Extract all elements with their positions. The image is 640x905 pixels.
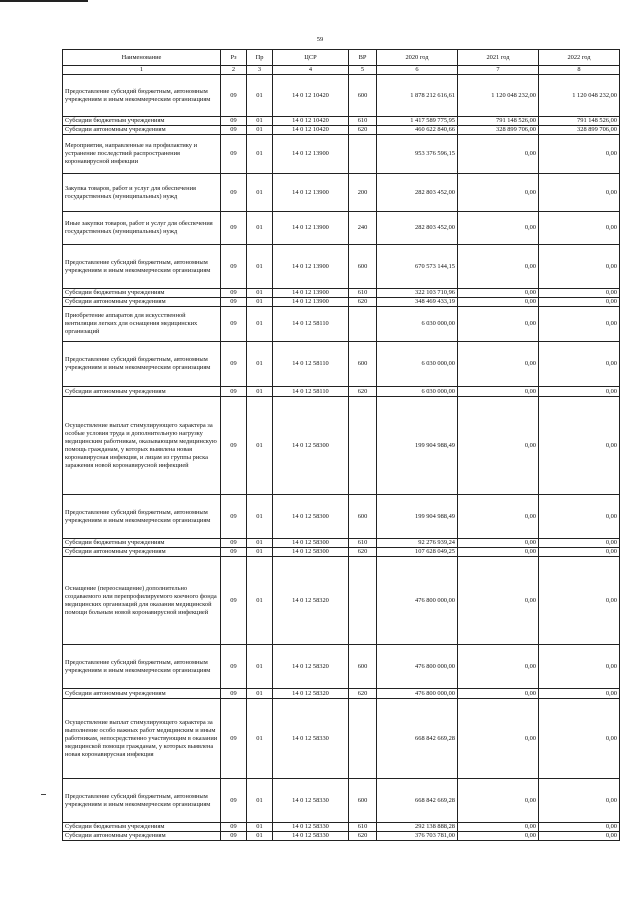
row-vr-cell xyxy=(349,307,377,342)
row-pr-cell: 01 xyxy=(247,645,273,689)
row-2021-cell: 0,00 xyxy=(458,779,539,823)
table-row xyxy=(63,126,620,135)
row-rz-cell: 09 xyxy=(221,126,247,135)
table-row xyxy=(63,245,620,289)
row-csr-cell: 14 0 12 13900 xyxy=(273,212,349,245)
table-row xyxy=(63,397,620,495)
header-csr: ЦСР xyxy=(273,50,349,66)
row-2020-cell: 1 417 589 775,95 xyxy=(377,117,458,126)
table-row xyxy=(63,342,620,387)
row-pr-cell: 01 xyxy=(247,779,273,823)
row-name-cell: Предоставление субсидий бюджетным, автономным учреждениям и иным некоммерческим организациям xyxy=(63,342,221,387)
row-pr-cell: 01 xyxy=(247,117,273,126)
row-rz-cell: 09 xyxy=(221,699,247,779)
table-row xyxy=(63,557,620,645)
row-name-cell: Предоставление субсидий бюджетным, автономным учреждениям и иным некоммерческим организациям xyxy=(63,779,221,823)
row-2021-cell: 0,00 xyxy=(458,212,539,245)
row-2021-cell: 0,00 xyxy=(458,689,539,699)
row-2020-cell: 282 803 452,00 xyxy=(377,174,458,212)
row-pr-cell: 01 xyxy=(247,689,273,699)
row-2021-cell: 0,00 xyxy=(458,832,539,841)
row-csr-cell: 14 0 12 58330 xyxy=(273,832,349,841)
row-2021-cell: 0,00 xyxy=(458,539,539,548)
row-pr-cell: 01 xyxy=(247,135,273,174)
top-edge-rule xyxy=(0,0,88,2)
row-vr-cell: 600 xyxy=(349,495,377,539)
row-pr-cell: 01 xyxy=(247,342,273,387)
row-2022-cell: 0,00 xyxy=(539,699,620,779)
row-vr-cell: 610 xyxy=(349,823,377,832)
row-2022-cell: 0,00 xyxy=(539,495,620,539)
row-2020-cell: 953 376 596,15 xyxy=(377,135,458,174)
index-cell: 6 xyxy=(377,66,458,75)
row-2021-cell: 0,00 xyxy=(458,397,539,495)
row-pr-cell: 01 xyxy=(247,75,273,117)
row-2021-cell: 0,00 xyxy=(458,645,539,689)
row-name-cell: Мероприятия, направленные на профилактику и устранение последствий распространения коронавирусной инфекции xyxy=(63,135,221,174)
row-name-cell: Субсидии автономным учреждениям xyxy=(63,126,221,135)
row-name-cell: Предоставление субсидий бюджетным, автономным учреждениям и иным некоммерческим организациям xyxy=(63,75,221,117)
row-2021-cell: 0,00 xyxy=(458,298,539,307)
row-2022-cell: 0,00 xyxy=(539,645,620,689)
row-2021-cell: 791 148 526,00 xyxy=(458,117,539,126)
table-body xyxy=(63,75,620,841)
table-row xyxy=(63,539,620,548)
row-2020-cell: 292 138 888,28 xyxy=(377,823,458,832)
row-name-cell: Субсидии бюджетным учреждениям xyxy=(63,539,221,548)
row-rz-cell: 09 xyxy=(221,174,247,212)
row-name-cell: Иные закупки товаров, работ и услуг для обеспечения государственных (муниципальных) нужд xyxy=(63,212,221,245)
index-cell: 7 xyxy=(458,66,539,75)
row-2021-cell: 0,00 xyxy=(458,289,539,298)
row-vr-cell: 620 xyxy=(349,387,377,397)
row-name-cell: Оснащение (переоснащение) дополнительно создаваемого или перепрофилируемого коечного фонда медицинских организаций для оказания медицинской помощи больным новой коронавирусной инфекцией xyxy=(63,557,221,645)
row-2022-cell: 0,00 xyxy=(539,342,620,387)
row-2020-cell: 670 573 144,15 xyxy=(377,245,458,289)
row-vr-cell xyxy=(349,699,377,779)
row-csr-cell: 14 0 12 58110 xyxy=(273,307,349,342)
row-2021-cell: 0,00 xyxy=(458,548,539,557)
row-rz-cell: 09 xyxy=(221,212,247,245)
row-rz-cell: 09 xyxy=(221,397,247,495)
row-rz-cell: 09 xyxy=(221,832,247,841)
page-number: 59 xyxy=(316,36,324,43)
row-csr-cell: 14 0 12 58320 xyxy=(273,645,349,689)
row-vr-cell xyxy=(349,135,377,174)
row-rz-cell: 09 xyxy=(221,342,247,387)
row-2020-cell: 6 030 000,00 xyxy=(377,307,458,342)
row-vr-cell: 600 xyxy=(349,779,377,823)
row-2022-cell: 328 899 706,00 xyxy=(539,126,620,135)
header-2020: 2020 год xyxy=(377,50,458,66)
row-pr-cell: 01 xyxy=(247,557,273,645)
row-2021-cell: 0,00 xyxy=(458,245,539,289)
row-name-cell: Субсидии бюджетным учреждениям xyxy=(63,117,221,126)
row-2022-cell: 0,00 xyxy=(539,174,620,212)
row-2020-cell: 199 904 988,49 xyxy=(377,495,458,539)
row-name-cell: Приобретение аппаратов для искусственной вентиляции легких для оснащения медицинских организаций xyxy=(63,307,221,342)
row-csr-cell: 14 0 12 58320 xyxy=(273,557,349,645)
table-row xyxy=(63,135,620,174)
row-2020-cell: 476 800 000,00 xyxy=(377,645,458,689)
row-rz-cell: 09 xyxy=(221,289,247,298)
row-2021-cell: 0,00 xyxy=(458,557,539,645)
row-csr-cell: 14 0 12 58110 xyxy=(273,342,349,387)
row-vr-cell xyxy=(349,557,377,645)
row-2022-cell: 0,00 xyxy=(539,779,620,823)
row-vr-cell: 600 xyxy=(349,75,377,117)
row-vr-cell: 600 xyxy=(349,342,377,387)
row-2022-cell: 0,00 xyxy=(539,298,620,307)
row-2021-cell: 0,00 xyxy=(458,823,539,832)
row-name-cell: Осуществление выплат стимулирующего характера за особые условия труда и дополнительную нагрузку медицинским работникам, оказывающим медицинскую помощь гражданам, у которых выявлена новая коронавирусная инфекция, и лицам из группы риска заражения новой коронавирусной инфекцией xyxy=(63,397,221,495)
row-vr-cell: 610 xyxy=(349,117,377,126)
row-2021-cell: 0,00 xyxy=(458,135,539,174)
row-rz-cell: 09 xyxy=(221,645,247,689)
row-name-cell: Субсидии бюджетным учреждениям xyxy=(63,823,221,832)
row-vr-cell: 610 xyxy=(349,289,377,298)
table-row xyxy=(63,387,620,397)
row-2022-cell: 0,00 xyxy=(539,539,620,548)
row-name-cell: Субсидии автономным учреждениям xyxy=(63,548,221,557)
row-2020-cell: 476 800 000,00 xyxy=(377,689,458,699)
row-csr-cell: 14 0 12 13900 xyxy=(273,289,349,298)
row-2022-cell: 791 148 526,00 xyxy=(539,117,620,126)
row-vr-cell: 620 xyxy=(349,832,377,841)
row-csr-cell: 14 0 12 58300 xyxy=(273,495,349,539)
index-cell: 5 xyxy=(349,66,377,75)
row-rz-cell: 09 xyxy=(221,117,247,126)
table-row xyxy=(63,289,620,298)
table-row xyxy=(63,117,620,126)
row-2022-cell: 0,00 xyxy=(539,832,620,841)
row-rz-cell: 09 xyxy=(221,298,247,307)
row-pr-cell: 01 xyxy=(247,699,273,779)
header-2022: 2022 год xyxy=(539,50,620,66)
row-pr-cell: 01 xyxy=(247,298,273,307)
table-row xyxy=(63,689,620,699)
row-name-cell: Осуществление выплат стимулирующего характера за выполнение особо важных работ медицинским и иным работникам, непосредственно участвующим в оказании медицинской помощи гражданам, у которых выявлена новая коронавирусная инфекция xyxy=(63,699,221,779)
row-vr-cell: 240 xyxy=(349,212,377,245)
row-csr-cell: 14 0 12 13900 xyxy=(273,135,349,174)
row-csr-cell: 14 0 12 58300 xyxy=(273,548,349,557)
row-rz-cell: 09 xyxy=(221,823,247,832)
row-pr-cell: 01 xyxy=(247,289,273,298)
row-vr-cell: 620 xyxy=(349,689,377,699)
row-pr-cell: 01 xyxy=(247,174,273,212)
row-2022-cell: 0,00 xyxy=(539,387,620,397)
row-name-cell: Субсидии автономным учреждениям xyxy=(63,387,221,397)
row-vr-cell: 620 xyxy=(349,548,377,557)
table-row xyxy=(63,823,620,832)
table-row xyxy=(63,174,620,212)
table-row xyxy=(63,548,620,557)
table-row xyxy=(63,779,620,823)
table-row xyxy=(63,645,620,689)
index-cell: 3 xyxy=(247,66,273,75)
row-pr-cell: 01 xyxy=(247,387,273,397)
row-2020-cell: 668 842 669,28 xyxy=(377,699,458,779)
row-vr-cell: 200 xyxy=(349,174,377,212)
row-2020-cell: 668 842 669,28 xyxy=(377,779,458,823)
row-rz-cell: 09 xyxy=(221,135,247,174)
row-vr-cell: 620 xyxy=(349,298,377,307)
header-rz: Рз xyxy=(221,50,247,66)
row-2020-cell: 348 469 433,19 xyxy=(377,298,458,307)
row-name-cell: Закупка товаров, работ и услуг для обеспечения государственных (муниципальных) нужд xyxy=(63,174,221,212)
row-csr-cell: 14 0 12 58330 xyxy=(273,699,349,779)
row-2022-cell: 0,00 xyxy=(539,557,620,645)
row-csr-cell: 14 0 12 13900 xyxy=(273,298,349,307)
row-csr-cell: 14 0 12 58320 xyxy=(273,689,349,699)
row-2021-cell: 0,00 xyxy=(458,495,539,539)
row-2022-cell: 0,00 xyxy=(539,212,620,245)
row-2022-cell: 0,00 xyxy=(539,823,620,832)
row-rz-cell: 09 xyxy=(221,75,247,117)
row-pr-cell: 01 xyxy=(247,539,273,548)
header-name: Наименование xyxy=(63,50,221,66)
row-rz-cell: 09 xyxy=(221,689,247,699)
row-2020-cell: 376 703 781,00 xyxy=(377,832,458,841)
row-vr-cell: 600 xyxy=(349,245,377,289)
row-2022-cell: 0,00 xyxy=(539,397,620,495)
table-row xyxy=(63,298,620,307)
table-row xyxy=(63,832,620,841)
row-2020-cell: 92 276 939,24 xyxy=(377,539,458,548)
row-vr-cell: 620 xyxy=(349,126,377,135)
table-row xyxy=(63,212,620,245)
row-2020-cell: 6 030 000,00 xyxy=(377,342,458,387)
row-pr-cell: 01 xyxy=(247,212,273,245)
row-name-cell: Субсидии бюджетным учреждениям xyxy=(63,289,221,298)
row-2022-cell: 0,00 xyxy=(539,548,620,557)
row-2022-cell: 1 120 048 232,00 xyxy=(539,75,620,117)
table-row xyxy=(63,699,620,779)
index-cell: 1 xyxy=(63,66,221,75)
row-csr-cell: 14 0 12 58300 xyxy=(273,397,349,495)
row-name-cell: Предоставление субсидий бюджетным, автономным учреждениям и иным некоммерческим организациям xyxy=(63,495,221,539)
row-2020-cell: 476 800 000,00 xyxy=(377,557,458,645)
row-2022-cell: 0,00 xyxy=(539,135,620,174)
row-2020-cell: 1 878 212 616,61 xyxy=(377,75,458,117)
row-csr-cell: 14 0 12 58110 xyxy=(273,387,349,397)
row-2022-cell: 0,00 xyxy=(539,307,620,342)
row-2021-cell: 1 120 048 232,00 xyxy=(458,75,539,117)
row-2020-cell: 460 622 840,66 xyxy=(377,126,458,135)
row-rz-cell: 09 xyxy=(221,245,247,289)
row-csr-cell: 14 0 12 58330 xyxy=(273,823,349,832)
budget-table xyxy=(62,49,620,841)
row-csr-cell: 14 0 12 58300 xyxy=(273,539,349,548)
row-pr-cell: 01 xyxy=(247,126,273,135)
row-csr-cell: 14 0 12 10420 xyxy=(273,117,349,126)
row-pr-cell: 01 xyxy=(247,495,273,539)
margin-mark xyxy=(41,794,46,795)
row-2020-cell: 6 030 000,00 xyxy=(377,387,458,397)
table-row xyxy=(63,75,620,117)
row-pr-cell: 01 xyxy=(247,397,273,495)
row-2022-cell: 0,00 xyxy=(539,245,620,289)
row-pr-cell: 01 xyxy=(247,832,273,841)
row-csr-cell: 14 0 12 10420 xyxy=(273,126,349,135)
header-row xyxy=(63,50,620,66)
row-csr-cell: 14 0 12 13900 xyxy=(273,245,349,289)
header-vr: ВР xyxy=(349,50,377,66)
row-2021-cell: 0,00 xyxy=(458,342,539,387)
row-vr-cell: 600 xyxy=(349,645,377,689)
row-rz-cell: 09 xyxy=(221,495,247,539)
row-name-cell: Предоставление субсидий бюджетным, автономным учреждениям и иным некоммерческим организациям xyxy=(63,245,221,289)
column-index-row xyxy=(63,66,620,75)
header-pr: Пр xyxy=(247,50,273,66)
row-pr-cell: 01 xyxy=(247,245,273,289)
row-csr-cell: 14 0 12 13900 xyxy=(273,174,349,212)
row-2022-cell: 0,00 xyxy=(539,289,620,298)
row-rz-cell: 09 xyxy=(221,779,247,823)
row-2021-cell: 0,00 xyxy=(458,307,539,342)
row-csr-cell: 14 0 12 10420 xyxy=(273,75,349,117)
row-rz-cell: 09 xyxy=(221,539,247,548)
row-vr-cell: 610 xyxy=(349,539,377,548)
row-pr-cell: 01 xyxy=(247,823,273,832)
row-name-cell: Субсидии автономным учреждениям xyxy=(63,298,221,307)
row-2021-cell: 0,00 xyxy=(458,174,539,212)
row-name-cell: Субсидии автономным учреждениям xyxy=(63,689,221,699)
index-cell: 4 xyxy=(273,66,349,75)
row-rz-cell: 09 xyxy=(221,548,247,557)
index-cell: 8 xyxy=(539,66,620,75)
row-2020-cell: 107 628 049,25 xyxy=(377,548,458,557)
row-2021-cell: 0,00 xyxy=(458,387,539,397)
row-pr-cell: 01 xyxy=(247,307,273,342)
row-pr-cell: 01 xyxy=(247,548,273,557)
row-rz-cell: 09 xyxy=(221,307,247,342)
row-rz-cell: 09 xyxy=(221,557,247,645)
row-2020-cell: 322 103 710,96 xyxy=(377,289,458,298)
row-csr-cell: 14 0 12 58330 xyxy=(273,779,349,823)
row-2020-cell: 199 904 988,49 xyxy=(377,397,458,495)
row-name-cell: Субсидии автономным учреждениям xyxy=(63,832,221,841)
row-name-cell: Предоставление субсидий бюджетным, автономным учреждениям и иным некоммерческим организациям xyxy=(63,645,221,689)
row-2021-cell: 328 899 706,00 xyxy=(458,126,539,135)
table-row xyxy=(63,495,620,539)
row-2020-cell: 282 803 452,00 xyxy=(377,212,458,245)
table-row xyxy=(63,307,620,342)
header-2021: 2021 год xyxy=(458,50,539,66)
row-2022-cell: 0,00 xyxy=(539,689,620,699)
row-rz-cell: 09 xyxy=(221,387,247,397)
row-vr-cell xyxy=(349,397,377,495)
index-cell: 2 xyxy=(221,66,247,75)
row-2021-cell: 0,00 xyxy=(458,699,539,779)
